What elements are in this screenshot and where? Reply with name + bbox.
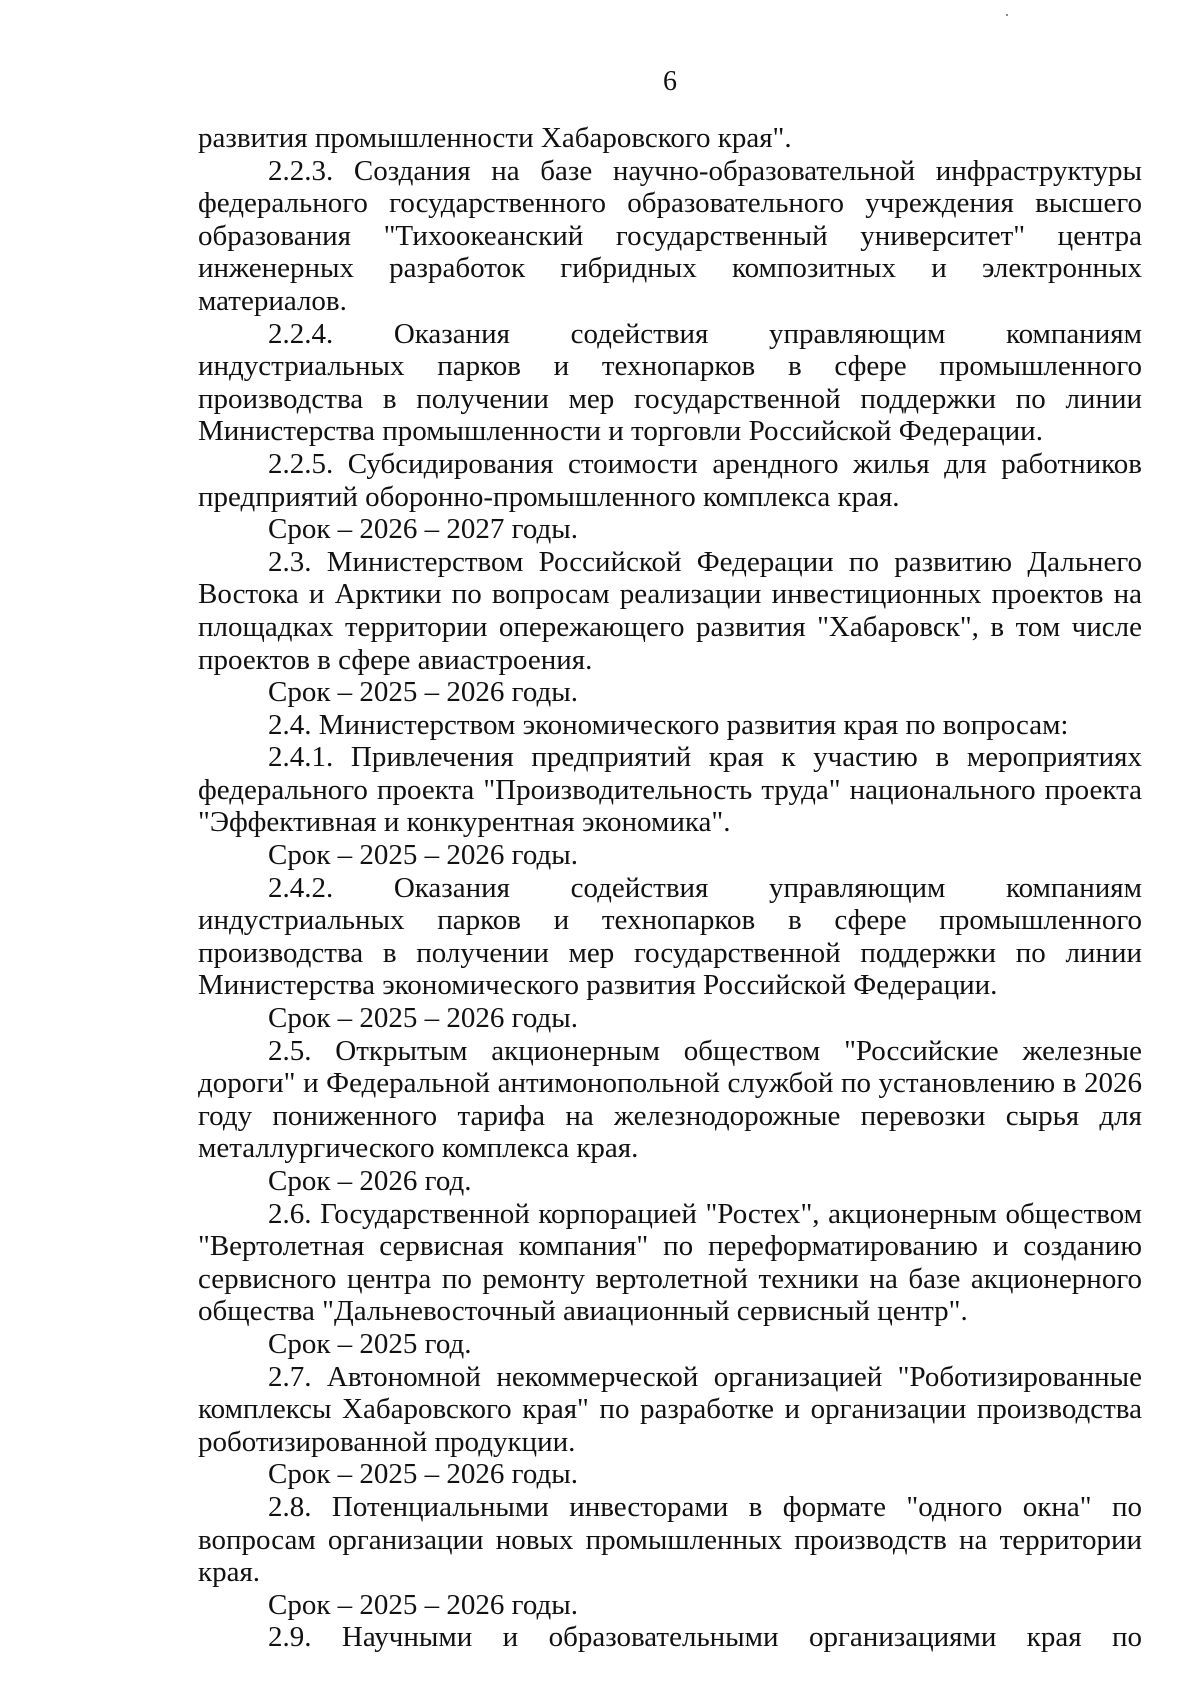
paragraph-2-4: 2.4. Министерством экономического развития края по вопросам:: [268, 708, 1069, 741]
paragraph-2-4-2: 2.4.2. Оказания содействия управляющим компаниям индустриальных парков и технопарков в сфере промышленного производства в получении мер государственной поддержки по линии Министерства экономического развития Российской Федерации.: [198, 871, 1142, 1002]
deadline-line: Срок – 2025 – 2026 годы.: [268, 676, 579, 709]
deadline-line: Срок – 2025 – 2026 годы.: [268, 839, 579, 872]
document-body: [198, 122, 1142, 1654]
paragraph-2-3: 2.3. Министерством Российской Федерации по развитию Дальнего Востока и Арктики по вопросам реализации инвестиционных проектов на площадках территории опережающего развития "Хабаровск", в том числе проектов в сфере авиастроения.: [198, 545, 1142, 676]
page-number: 6: [663, 66, 677, 97]
scan-speck: [1006, 14, 1008, 16]
deadline-line: Срок – 2025 – 2026 годы.: [268, 1588, 579, 1621]
deadline-line: Срок – 2025 год.: [268, 1327, 472, 1360]
paragraph-2-2-3: 2.2.3. Создания на базе научно-образовательной инфраструктуры федерального государственного образовательного учреждения высшего образования "Тихоокеанский государственный университет" центра инженерных разработок гибридных композитных и электронных материалов.: [198, 154, 1142, 317]
paragraph-continuation: развития промышленности Хабаровского края".: [198, 122, 792, 154]
paragraph-2-9: 2.9. Научными и образовательными организациями края по: [268, 1621, 1142, 1654]
paragraph-2-6: 2.6. Государственной корпорацией "Ростех", акционерным обществом "Вертолетная сервисная компания" по переформатированию и созданию сервисного центра по ремонту вертолетной техники на базе акционерного общества "Дальневосточный авиационный сервисный центр".: [198, 1197, 1142, 1328]
paragraph-2-7: 2.7. Автономной некоммерческой организацией "Роботизированные комплексы Хабаровского края" по разработке и организации производства роботизированной продукции.: [198, 1360, 1142, 1458]
paragraph-2-2-5: 2.2.5. Субсидирования стоимости арендного жилья для работников предприятий оборонно-промышленного комплекса края.: [198, 447, 1142, 513]
paragraph-2-4-1: 2.4.1. Привлечения предприятий края к участию в мероприятиях федерального проекта "Производительность труда" национального проекта "Эффективная и конкурентная экономика".: [198, 741, 1142, 839]
deadline-line: Срок – 2025 – 2026 годы.: [268, 1458, 579, 1491]
deadline-line: Срок – 2026 – 2027 годы.: [268, 513, 579, 546]
deadline-line: Срок – 2025 – 2026 годы.: [268, 1002, 579, 1035]
paragraph-2-2-4: 2.2.4. Оказания содействия управляющим компаниям индустриальных парков и технопарков в сфере промышленного производства в получении мер государственной поддержки по линии Министерства промышленности и торговли Российской Федерации.: [198, 317, 1142, 448]
paragraph-2-5: 2.5. Открытым акционерным обществом "Российские железные дороги" и Федеральной антимонопольной службой по установлению в 2026 году пониженного тарифа на железнодорожные перевозки сырья для металлургического комплекса края.: [198, 1034, 1142, 1165]
deadline-line: Срок – 2026 год.: [268, 1165, 472, 1197]
paragraph-2-8: 2.8. Потенциальными инвесторами в формате "одного окна" по вопросам организации новых промышленных производств на территории края.: [198, 1490, 1142, 1589]
